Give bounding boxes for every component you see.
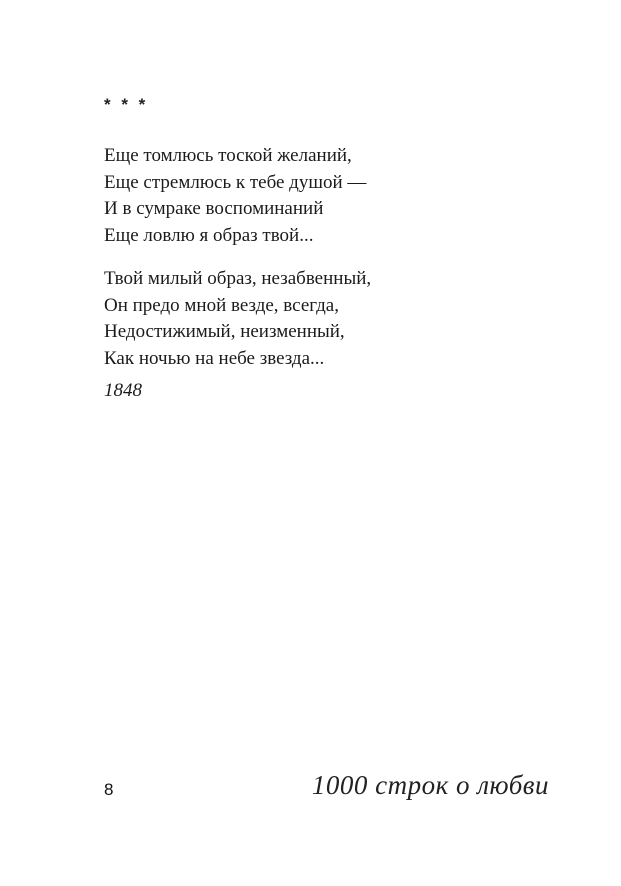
poem-line: Еще томлюсь тоской желаний, xyxy=(104,145,352,166)
poem-date: 1848 xyxy=(104,380,142,401)
poem-stanza-2 xyxy=(104,266,371,372)
page-number: 8 xyxy=(104,780,114,799)
poem-line: Твой милый образ, незабвенный, xyxy=(104,268,372,289)
poem-stanza-1 xyxy=(104,143,366,249)
poem-line: Еще ловлю я образ твой... xyxy=(104,224,314,246)
running-title: 1000 строк о любви xyxy=(311,770,549,800)
poem-line: Недостижимый, неизменный, xyxy=(104,321,345,342)
poem-ornament: * * * xyxy=(104,95,149,114)
poem-line: Как ночью на небе звезда... xyxy=(104,347,325,369)
poem-line: Он предо мной везде, всегда, xyxy=(104,294,339,316)
poem-line: И в сумраке воспоминаний xyxy=(104,198,324,219)
poem-line: Еще стремлюсь к тебе душой — xyxy=(104,171,367,193)
